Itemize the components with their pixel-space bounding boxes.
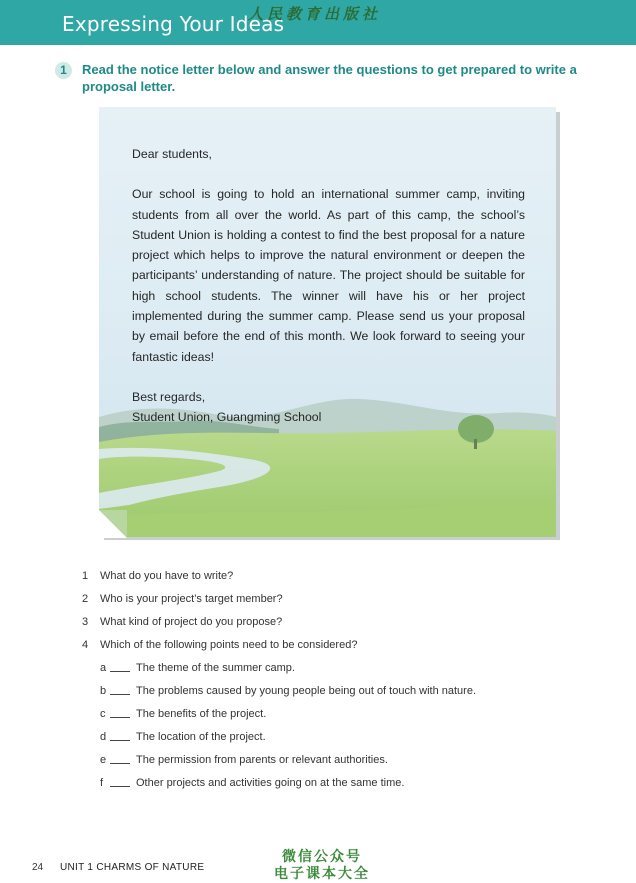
answer-blank[interactable] <box>110 786 130 787</box>
tree-trunk <box>474 439 477 449</box>
watermark-line: 微信公众号 <box>282 849 362 865</box>
header-banner <box>0 0 636 45</box>
task-number-badge: 1 <box>55 62 72 79</box>
answer-blank[interactable] <box>110 740 130 741</box>
watermark-line: 电子课本大全 <box>274 866 370 882</box>
task-instruction: Read the notice letter below and answer the questions to get prepared to write a proposal letter. <box>82 62 577 94</box>
letter-signature: Student Union, Guangming School <box>132 410 322 425</box>
option-item: e The permission from parents or relevant authorities. <box>100 754 388 766</box>
option-item: d The location of the project. <box>100 731 266 743</box>
option-item: c The benefits of the project. <box>100 708 267 720</box>
question-item: 4 Which of the following points need to be considered? <box>82 639 358 651</box>
section-title: Expressing Your Ideas <box>62 12 285 36</box>
publisher-mark: 人民教育出版社 <box>248 5 382 23</box>
answer-blank[interactable] <box>110 717 130 718</box>
letter-card <box>99 107 556 537</box>
option-item: f Other projects and activities going on at the same time. <box>100 777 405 789</box>
unit-label: UNIT 1 CHARMS OF NATURE <box>60 862 205 873</box>
page-number: 24 <box>32 862 44 873</box>
answer-blank[interactable] <box>110 671 130 672</box>
question-item: 3 What kind of project do you propose? <box>82 616 283 628</box>
answer-blank[interactable] <box>110 763 130 764</box>
letter-closing: Best regards, <box>132 389 206 404</box>
letter-greeting: Dear students, <box>132 147 212 161</box>
answer-blank[interactable] <box>110 694 130 695</box>
letter-body: Our school is going to hold an international summer camp, inviting students from all over the world. As part of this camp, the school’s Student Union is holding a contest to find the best proposal for a nature project which helps to improve the natural environment or deepen the participants’ understanding of nature. The project should be suitable for high school students. The winner will have his or her project implemented during the summer camp. Please send us your proposal by email before the end of this month. We look forward to seeing your fantastic ideas! <box>132 187 525 364</box>
notice-letter <box>132 144 525 428</box>
page-fold-corner <box>99 510 127 538</box>
question-item: 2 Who is your project’s target member? <box>82 593 283 605</box>
option-item: b The problems caused by young people being out of touch with nature. <box>100 685 477 697</box>
option-item: a The theme of the summer camp. <box>100 662 295 674</box>
question-item: 1 What do you have to write? <box>82 570 234 582</box>
